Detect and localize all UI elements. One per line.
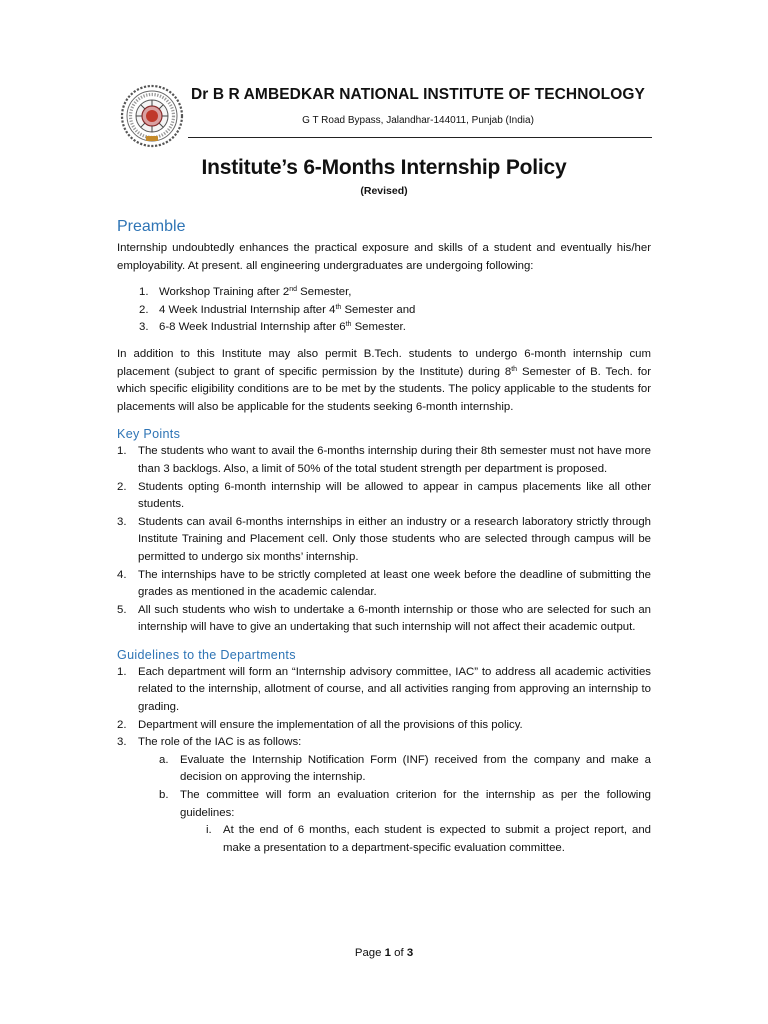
header-divider	[188, 137, 652, 138]
list-item: a. Evaluate the Internship Notification Form (INF) received from the company and make a decision on approving the internship.	[159, 753, 651, 784]
institute-seal-icon	[120, 84, 184, 148]
list-item: 3. The role of the IAC is as follows:	[117, 736, 302, 749]
list-item: 2. 4 Week Industrial Internship after 4th Semester and	[139, 303, 416, 316]
evaluation-guidelines-list	[117, 822, 651, 857]
iac-role-list	[117, 752, 651, 822]
list-item: 2. Department will ensure the implementation of all the provisions of this policy.	[117, 718, 523, 731]
list-item: 1. Workshop Training after 2nd Semester,	[139, 286, 352, 299]
guidelines-heading: Guidelines to the Departments	[117, 647, 296, 662]
list-item: 3. Students can avail 6-months internships in either an industry or a research laboratory strictly through Institute Training and Placement cell. Only those students who are selected through campus will be permitted to undergo six months’ internship.	[117, 515, 651, 563]
list-item: i. At the end of 6 months, each student is expected to submit a project report, and make a presentation to a department-specific evaluation committee.	[206, 824, 651, 854]
preamble-paragraph: In addition to this Institute may also permit B.Tech. students to undergo 6-month internship cum placement (subject to grant of specific permission by the Institute) during 8th Semester of B. Tech. for which specific eligibility conditions are to be met by the students. The policy applicable to the students for placements will also be applicable for the students seeking 6-month internship.	[117, 347, 652, 413]
key-points-list	[117, 443, 651, 637]
list-item: 3. 6-8 Week Industrial Internship after 6th Semester.	[139, 321, 406, 334]
list-item: 1. The students who want to avail the 6-months internship during their 8th semester must not have more than 3 backlogs. Also, a limit of 50% of the total student strength per department is proposed.	[117, 445, 651, 475]
document-body	[117, 216, 651, 857]
list-item: 1. Each department will form an “Internship advisory committee, IAC” to address all academic activities related to the internship, allotment of course, and all activities ranging from approving an internship to grading.	[117, 665, 651, 714]
list-item: 5. All such students who wish to undertake a 6-month internship or those who are selected for such an internship will have to give an undertaking that such internship will not affect their academic output.	[117, 603, 651, 634]
institute-address: G T Road Bypass, Jalandhar-144011, Punjab (India)	[302, 115, 534, 126]
list-item: b. The committee will form an evaluation criterion for the internship as per the following guidelines:	[159, 789, 651, 819]
institute-name: Dr B R AMBEDKAR NATIONAL INSTITUTE OF TECHNOLOGY	[190, 86, 645, 103]
key-points-heading: Key Points	[117, 427, 181, 442]
list-item: 2. Students opting 6-month internship will be allowed to appear in campus placements like all other students.	[117, 480, 651, 511]
guidelines-list	[117, 664, 651, 752]
preamble-list	[117, 284, 651, 337]
page-number: Page 1 of 3	[354, 947, 414, 959]
preamble-intro: Internship undoubtedly enhances the practical exposure and skills of a student and eventually his/her employability. At present. all engineering undergraduates are undergoing following:	[117, 242, 651, 272]
list-item: 4. The internships have to be strictly completed at least one week before the deadline of submitting the grades as mentioned in the academic calendar.	[117, 568, 651, 599]
document-title: Institute’s 6-Months Internship Policy	[201, 156, 567, 179]
document-subtitle: (Revised)	[360, 185, 408, 197]
preamble-heading: Preamble	[117, 218, 186, 235]
